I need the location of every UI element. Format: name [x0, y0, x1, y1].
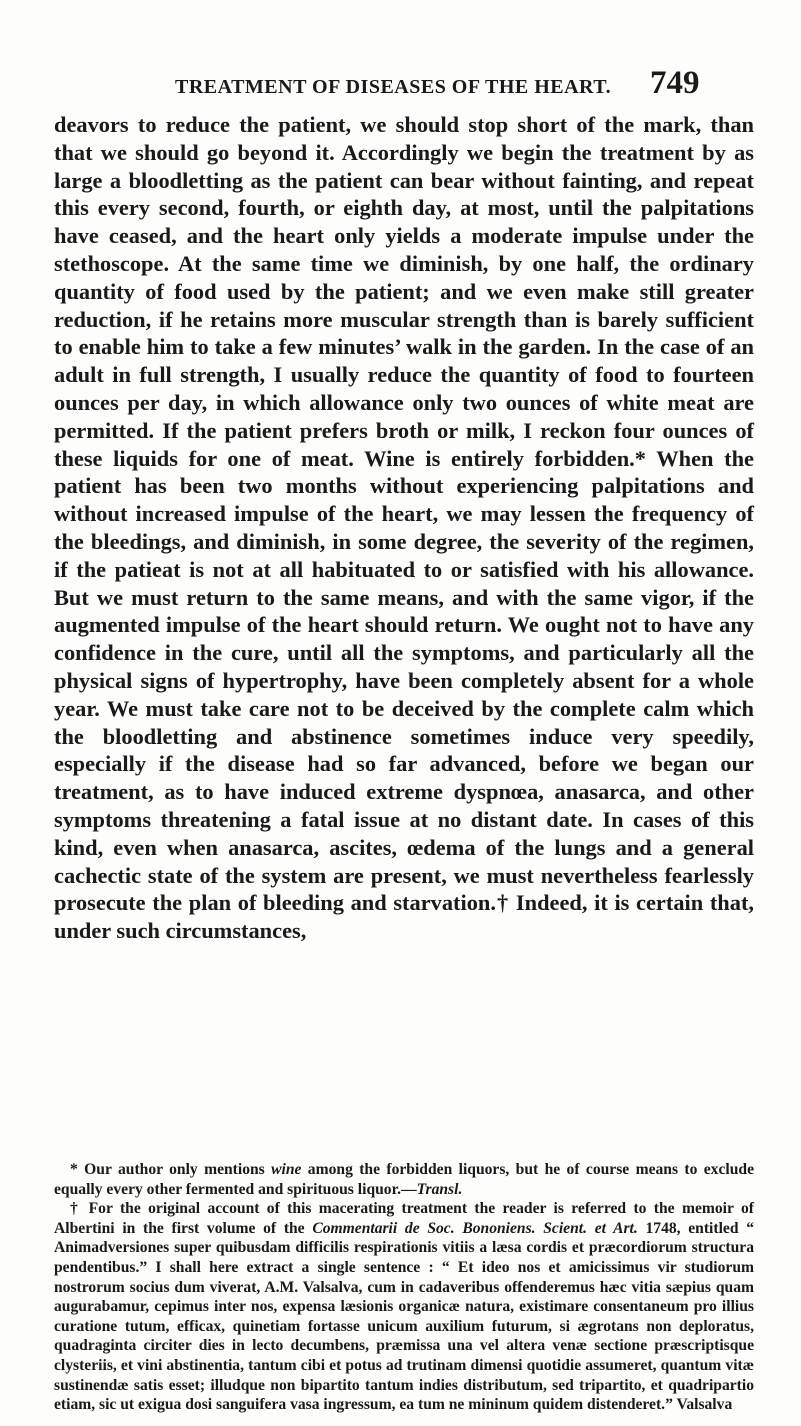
running-head: TREATMENT OF DISEASES OF THE HEART. — [175, 76, 612, 98]
footnote-journal-title: Commentarii de Soc. Bononiens. Scient. et Art. — [312, 1219, 638, 1237]
footnote-text: 1748, entitled “ Animadversiones super quibusdam difficilis respirationis vitiis a læsa cordis et præcordiorum structura pendentibus.” I shall here extract a single sentence : “ Et ideo nos et amicissimus vir studiorum nostrorum socius dum viverat, A.M. Valsalva, cum in cadaveribus offenderemus hæc vitia sæpius quam augurabamur, cepimus inter nos, expensa læsionis organicæ natura, existimare consentaneum pro illius curatione tutum, efficax, quinetiam fortasse unicum auxilium futurum, si ægrotans non deploratus, quadraginta circiter dies in lecto decumbens, præmissa una vel altera venæ sectione præscriptisque clysteriis, et vini abstinentia, tantum cibi et potus ad trutinam dimensi quotidie assumeret, quantum vitæ sustinendæ satis esset; illudque non bipartito tantum indies distributum, sed tripartito, et quadripartio etiam, sic ut exigua dosi sanguifera vasa ingressum, ea tum ne mininum quidem distenderet.” Valsalva — [54, 1219, 754, 1414]
footnote-text: † For the original account of this macerating treatment the reader is referred to the memoir of Albertini in the first volume of the — [54, 1200, 754, 1237]
footnote-wine — [54, 1160, 754, 1199]
page-number: 749 — [650, 65, 700, 101]
footnote-text: * Our author only mentions — [70, 1161, 272, 1178]
footnote-albertini — [54, 1199, 754, 1415]
footnote-translator-mark: Transl. — [416, 1180, 463, 1198]
footnote-text: among the forbidden liquors, but he of course means to exclude equally every other fermented and spirituous liquor.— — [54, 1161, 754, 1198]
footnotes — [54, 1160, 754, 1415]
body-paragraph: deavors to reduce the patient, we should stop short of the mark, than that we should go beyond it. Accordingly we begin the treatment by as large a bloodletting as the patient can bear without fainting, and repeat this every second, fourth, or eighth day, at most, until the palpitations have ceased, and the heart only yields a moderate impulse under the stethoscope. At the same time we diminish, by one half, the ordinary quantity of food used by the patient; and we even make still greater reduction, if he retains more muscular strength than is barely sufficient to enable him to take a few minutes’ walk in the garden. In the case of an adult in full strength, I usually reduce the quantity of food to fourteen ounces per day, in which allowance only two ounces of white meat are permitted. If the patient prefers broth or milk, I reckon four ounces of these liquids for one of meat. Wine is entirely forbidden.* When the patient has been two months without experiencing palpitations and without increased impulse of the heart, we may lessen the frequency of the bleedings, and diminish, in some degree, the severity of the regimen, if the patieat is not at all habituated to or satisfied with his allowance. But we must return to the same means, and with the same vigor, if the augmented impulse of the heart should return. We ought not to have any confidence in the cure, until all the symptoms, and particularly all the physical signs of hypertrophy, have been completely absent for a whole year. We must take care not to be deceived by the complete calm which the bloodletting and abstinence sometimes induce very speedily, especially if the disease had so far advanced, before we began our treatment, as to have induced extreme dyspnœa, anasarca, and other symptoms threatening a fatal issue at no distant date. In cases of this kind, even when anasarca, ascites, œdema of the lungs and a general cachectic state of the system are present, we must nevertheless fearlessly prosecute the plan of bleeding and starvation.† Indeed, it is certain that, under such circumstances, — [54, 112, 754, 944]
page-header — [0, 62, 801, 106]
footnote-italic-term: wine — [271, 1161, 302, 1178]
